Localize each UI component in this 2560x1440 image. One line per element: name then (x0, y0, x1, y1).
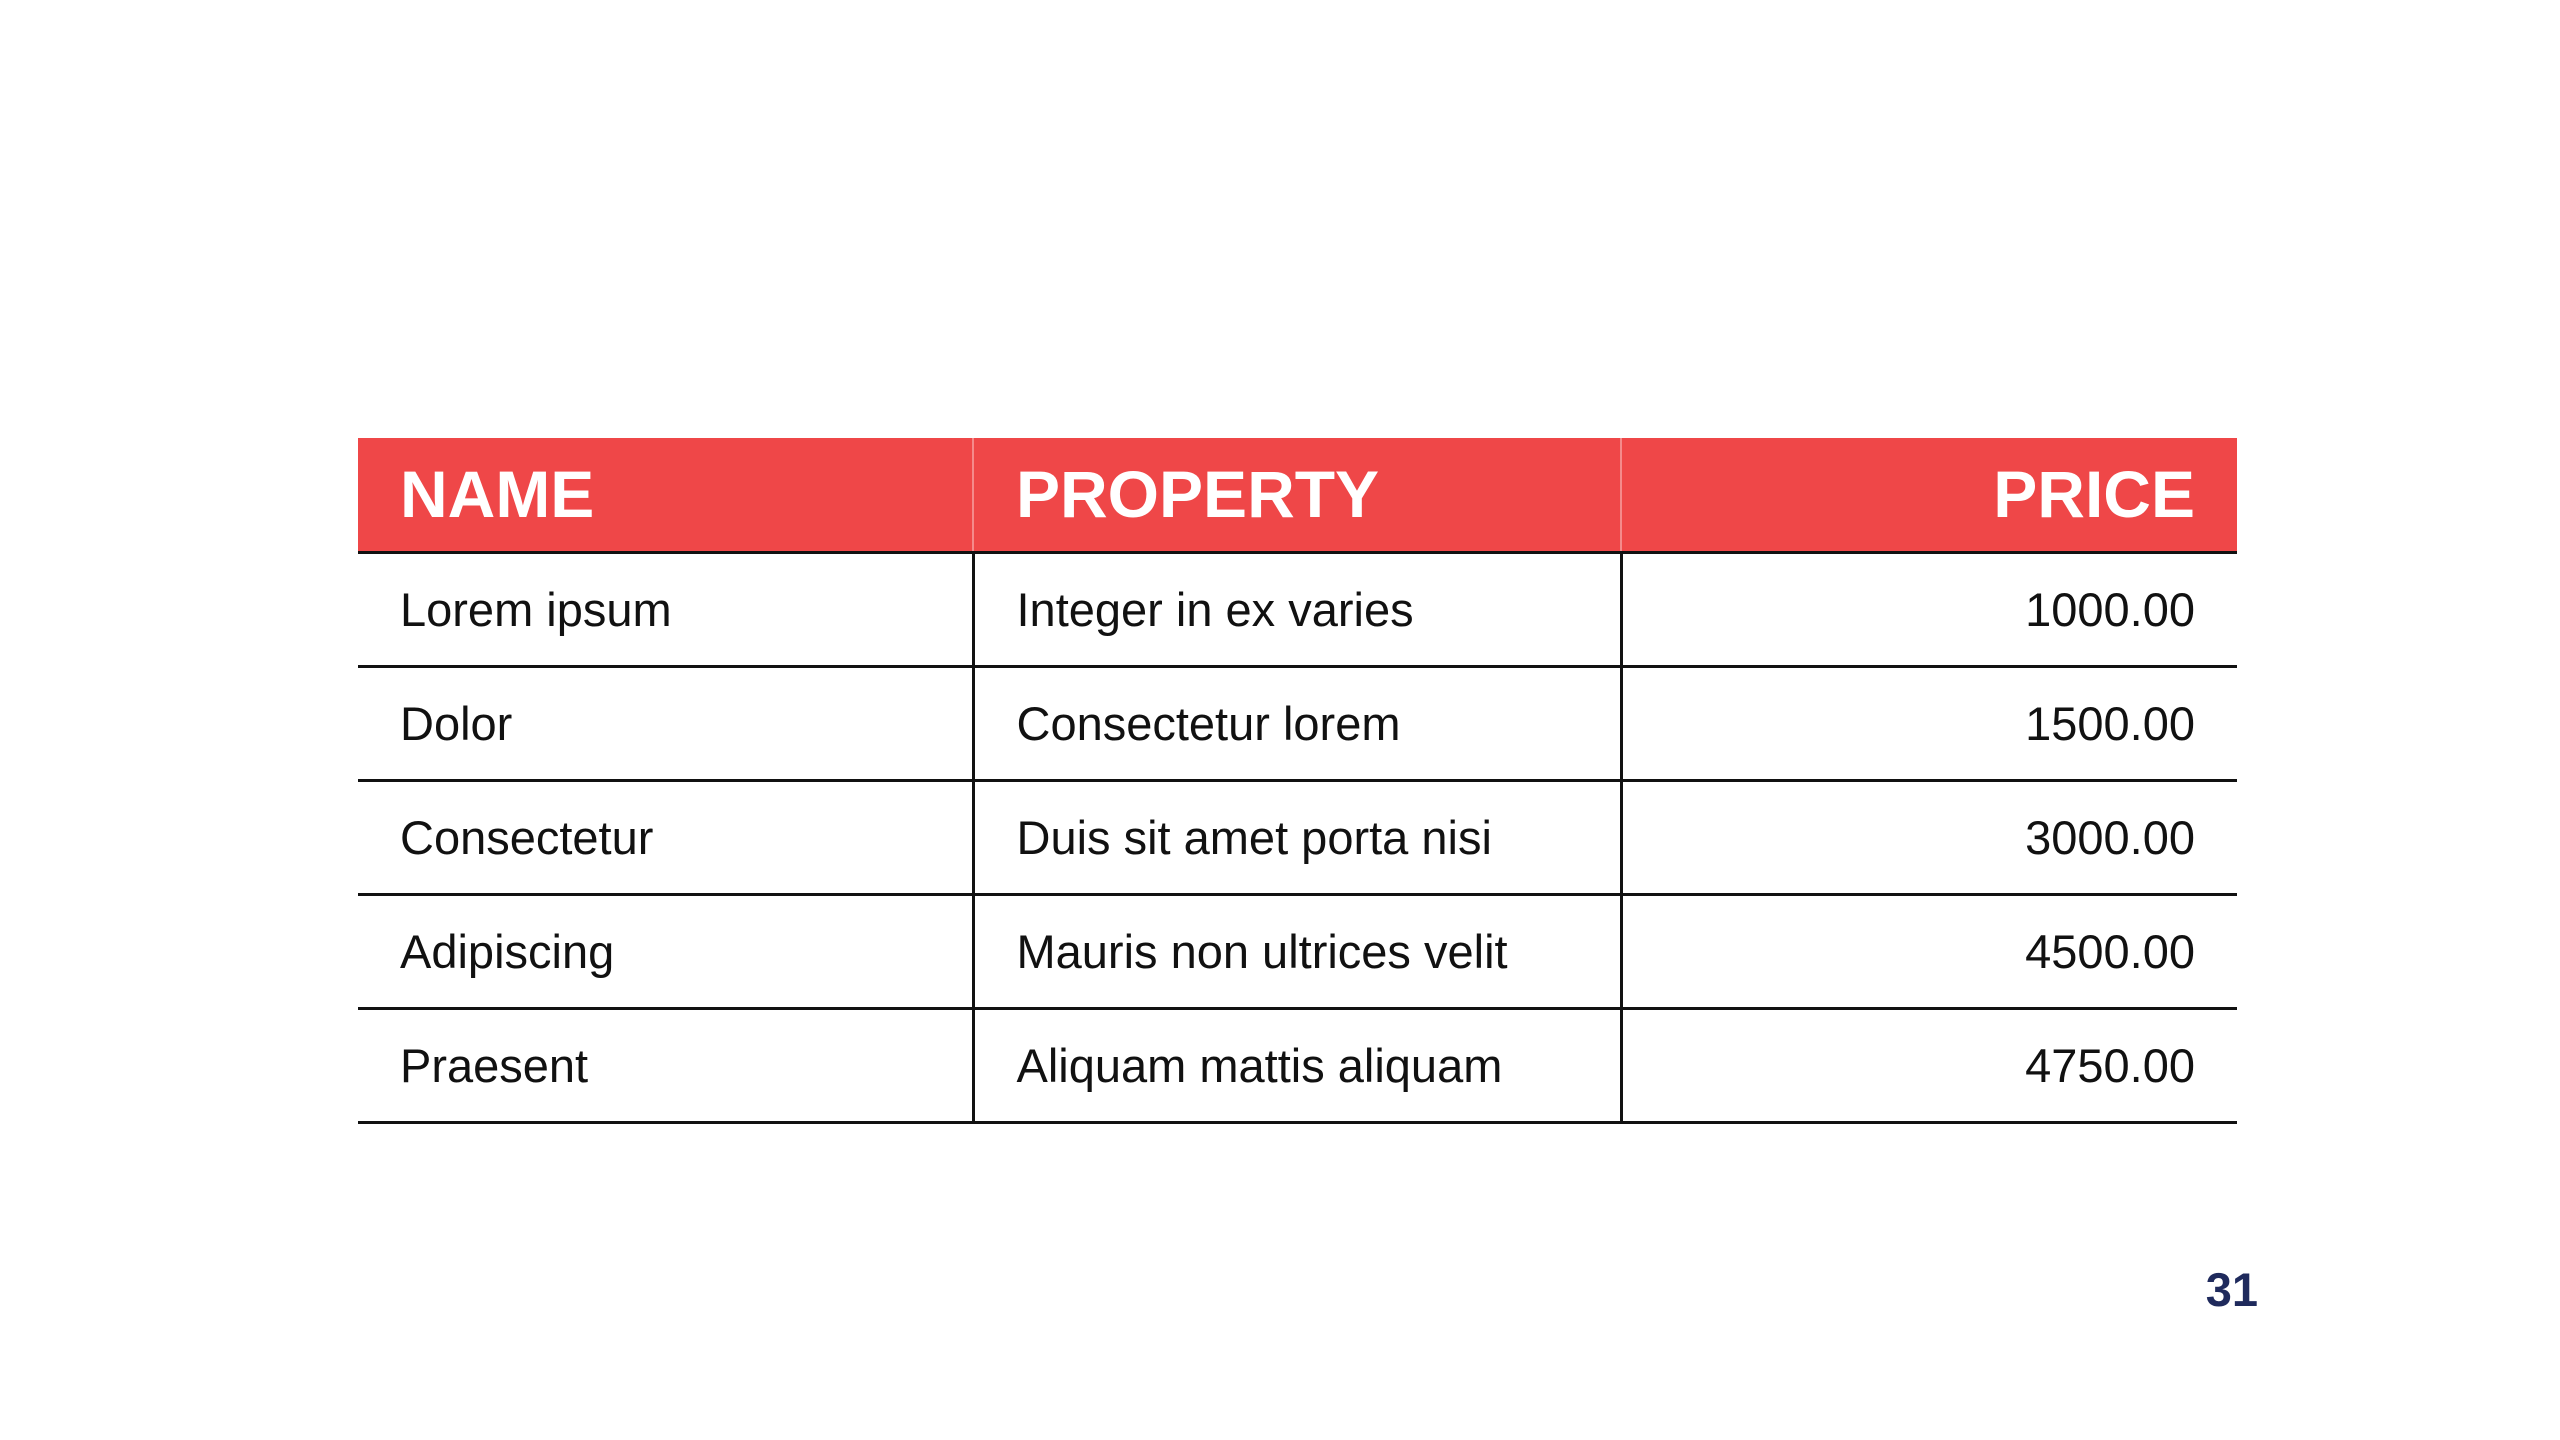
cell-property: Mauris non ultrices velit (973, 894, 1621, 1008)
cell-name: Dolor (358, 666, 973, 780)
price-table (358, 438, 2237, 1124)
cell-name: Lorem ipsum (358, 552, 973, 666)
cell-property: Consectetur lorem (973, 666, 1621, 780)
table-row (358, 1008, 2237, 1122)
table-row (358, 780, 2237, 894)
table-row (358, 552, 2237, 666)
table-row (358, 894, 2237, 1008)
table-row (358, 666, 2237, 780)
cell-name: Praesent (358, 1008, 973, 1122)
header-name: NAME (358, 438, 973, 552)
cell-price: 1500.00 (1621, 666, 2237, 780)
header-property: PROPERTY (973, 438, 1621, 552)
page-number: 31 (2205, 1263, 2258, 1316)
cell-price: 4500.00 (1621, 894, 2237, 1008)
cell-property: Duis sit amet porta nisi (973, 780, 1621, 894)
cell-price: 4750.00 (1621, 1008, 2237, 1122)
cell-price: 3000.00 (1621, 780, 2237, 894)
header-price: PRICE (1621, 438, 2237, 552)
cell-property: Aliquam mattis aliquam (973, 1008, 1621, 1122)
cell-name: Adipiscing (358, 894, 973, 1008)
cell-property: Integer in ex varies (973, 552, 1621, 666)
cell-name: Consectetur (358, 780, 973, 894)
cell-price: 1000.00 (1621, 552, 2237, 666)
table-header-row (358, 438, 2237, 552)
